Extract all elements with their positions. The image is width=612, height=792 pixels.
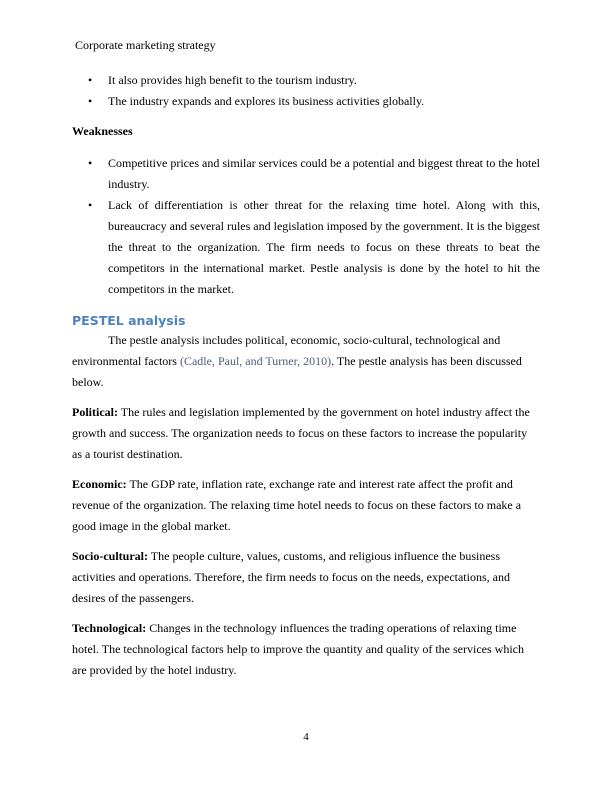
citation: (Cadle, Paul, and Turner, 2010) bbox=[179, 354, 332, 368]
factor-text: Changes in the technology influences the trading operations of relaxing time hotel. The technological factors help to improve the quantity and quality of the services which are provided by the hotel industry. bbox=[72, 621, 524, 677]
weaknesses-heading: Weaknesses bbox=[72, 124, 133, 138]
running-header: Corporate marketing strategy bbox=[75, 38, 216, 52]
factor-label: Political: bbox=[72, 405, 118, 419]
list-item: • Lack of differentiation is other threat for the relaxing time hotel. Along with this, bureaucracy and several rules and legislation imposed by the government. It is the biggest the threat to the organization. The firm needs to focus on these threats to beat the competitors in the international market. Pestle analysis is done by the hotel to hit the competitors in the market. bbox=[72, 195, 540, 300]
factor-text: The rules and legislation implemented by the government on hotel industry affect the growth and success. The organization needs to focus on these factors to increase the popularity as a tourist destination. bbox=[72, 405, 530, 461]
intro-text-end: . The pestle analysis has been discussed below. bbox=[72, 354, 522, 389]
pestel-heading: PESTEL analysis bbox=[72, 313, 186, 328]
factor-economic bbox=[72, 474, 540, 537]
intro-text: The pestle analysis includes political, economic, socio-cultural, technological and environmental factors bbox=[72, 333, 501, 368]
weaknesses-list bbox=[72, 153, 540, 300]
list-item: • Competitive prices and similar services could be a potential and biggest threat to the hotel industry. bbox=[72, 153, 540, 195]
strengths-list-continued bbox=[72, 70, 540, 112]
factor-label: Economic: bbox=[72, 477, 127, 491]
factor-socio-cultural bbox=[72, 546, 540, 609]
factor-political bbox=[72, 402, 540, 465]
factor-technological bbox=[72, 618, 540, 681]
page-body bbox=[72, 70, 540, 681]
factor-text: The people culture, values, customs, and religious influence the business activities and operations. Therefore, the firm needs to focus on the needs, expectations, and desires of the passengers. bbox=[72, 549, 510, 605]
page-number: 4 bbox=[303, 731, 309, 743]
pestel-intro bbox=[72, 330, 540, 393]
factor-label: Technological: bbox=[72, 621, 147, 635]
list-item: • The industry expands and explores its business activities globally. bbox=[72, 91, 540, 112]
factor-label: Socio-cultural: bbox=[72, 549, 148, 563]
factor-text: The GDP rate, inflation rate, exchange rate and interest rate affect the profit and revenue of the organization. The relaxing time hotel needs to focus on these factors to make a good image in the global market. bbox=[72, 477, 522, 533]
list-item: • It also provides high benefit to the tourism industry. bbox=[72, 70, 540, 91]
